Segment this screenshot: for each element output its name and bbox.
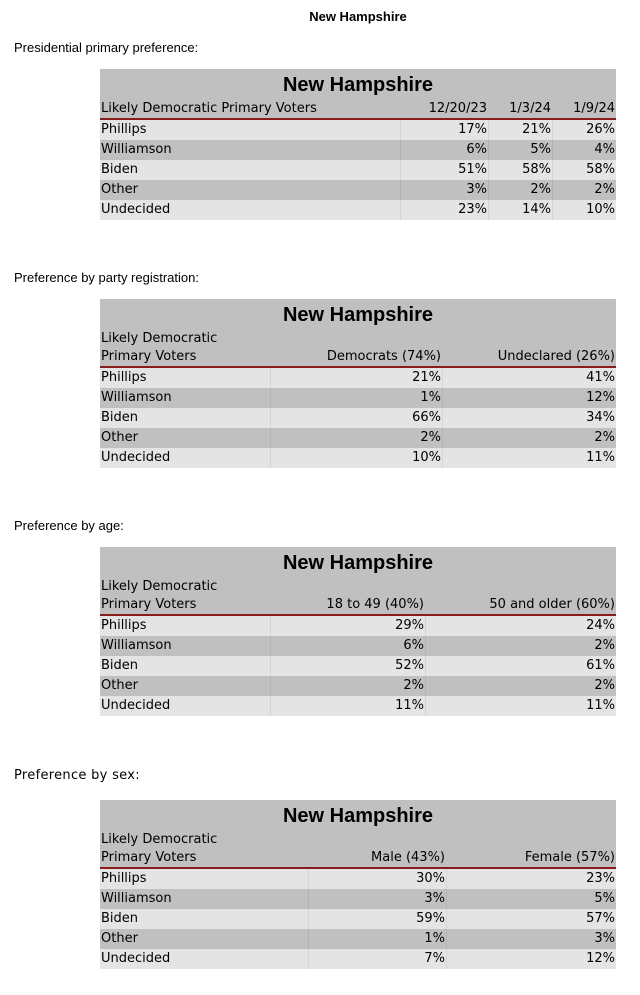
table-header <box>100 330 616 368</box>
cell-value: 34% <box>442 408 616 428</box>
row-header-label: Likely Democratic <box>101 832 218 847</box>
table-row <box>100 696 616 716</box>
cell-value: 6% <box>400 140 488 160</box>
cell-value: 10% <box>552 200 616 220</box>
cell-value: 10% <box>270 448 442 468</box>
row-label: Other <box>101 182 138 197</box>
cell-value: 52% <box>270 656 425 676</box>
cell-value: 61% <box>425 656 616 676</box>
column-header: Undeclared (26%) <box>497 349 615 364</box>
row-label: Williamson <box>101 390 172 405</box>
table-row <box>100 428 616 448</box>
column-header: Male (43%) <box>371 850 445 865</box>
row-label: Phillips <box>101 871 147 886</box>
cell-value: 5% <box>446 889 616 909</box>
row-label: Biden <box>101 911 139 926</box>
cell-value: 1% <box>270 388 442 408</box>
cell-value: 3% <box>446 929 616 949</box>
cell-value: 29% <box>270 616 425 636</box>
row-label: Undecided <box>101 202 171 217</box>
row-label: Williamson <box>101 142 172 157</box>
table-row <box>100 656 616 676</box>
table-row <box>100 388 616 408</box>
table-row <box>100 909 616 929</box>
row-label: Other <box>101 430 138 445</box>
row-label: Biden <box>101 162 139 177</box>
column-header: 12/20/23 <box>428 101 487 116</box>
row-header-label: Primary Voters <box>101 349 197 364</box>
table-age <box>100 547 616 716</box>
cell-value: 58% <box>488 160 552 180</box>
row-header-label: Primary Voters <box>101 850 197 865</box>
table-title: New Hampshire <box>282 552 434 574</box>
column-header: 1/3/24 <box>509 101 551 116</box>
cell-value: 21% <box>270 368 442 388</box>
section-label-party: Preference by party registration: <box>14 270 199 285</box>
cell-value: 7% <box>308 949 446 969</box>
table-header <box>100 578 616 616</box>
table-sex <box>100 800 616 969</box>
row-header-label: Likely Democratic Primary Voters <box>101 101 317 116</box>
cell-value: 12% <box>446 949 616 969</box>
table-row <box>100 676 616 696</box>
cell-value: 2% <box>552 180 616 200</box>
table-row <box>100 869 616 889</box>
table-row <box>100 448 616 468</box>
table-header <box>100 100 616 120</box>
cell-value: 2% <box>425 676 616 696</box>
row-label: Undecided <box>101 450 171 465</box>
table-row <box>100 949 616 969</box>
cell-value: 57% <box>446 909 616 929</box>
cell-value: 17% <box>400 120 488 140</box>
row-label: Biden <box>101 658 139 673</box>
table-row <box>100 120 616 140</box>
column-header: 1/9/24 <box>573 101 615 116</box>
table-primary-preference <box>100 69 616 220</box>
cell-value: 3% <box>400 180 488 200</box>
row-header-label: Likely Democratic <box>101 579 218 594</box>
table-row <box>100 616 616 636</box>
table-party-registration <box>100 299 616 468</box>
cell-value: 5% <box>488 140 552 160</box>
page-title: New Hampshire <box>309 9 407 24</box>
row-label: Phillips <box>101 618 147 633</box>
cell-value: 24% <box>425 616 616 636</box>
row-label: Phillips <box>101 122 147 137</box>
cell-value: 11% <box>270 696 425 716</box>
section-label-sex: Preference by sex: <box>14 768 140 783</box>
cell-value: 3% <box>308 889 446 909</box>
row-label: Phillips <box>101 370 147 385</box>
section-label-primary: Presidential primary preference: <box>14 40 199 55</box>
cell-value: 2% <box>270 676 425 696</box>
table-header <box>100 831 616 869</box>
table-row <box>100 408 616 428</box>
column-header: Female (57%) <box>524 850 615 865</box>
cell-value: 12% <box>442 388 616 408</box>
cell-value: 58% <box>552 160 616 180</box>
table-row <box>100 368 616 388</box>
cell-value: 2% <box>425 636 616 656</box>
cell-value: 66% <box>270 408 442 428</box>
table-title: New Hampshire <box>282 805 434 827</box>
table-row <box>100 160 616 180</box>
cell-value: 51% <box>400 160 488 180</box>
table-row <box>100 180 616 200</box>
cell-value: 26% <box>552 120 616 140</box>
row-label: Other <box>101 678 138 693</box>
cell-value: 6% <box>270 636 425 656</box>
cell-value: 1% <box>308 929 446 949</box>
row-label: Williamson <box>101 891 172 906</box>
row-label: Williamson <box>101 638 172 653</box>
cell-value: 2% <box>442 428 616 448</box>
cell-value: 2% <box>488 180 552 200</box>
row-label: Undecided <box>101 698 171 713</box>
table-row <box>100 636 616 656</box>
table-title: New Hampshire <box>282 74 434 96</box>
table-row <box>100 140 616 160</box>
cell-value: 23% <box>446 869 616 889</box>
row-header-label: Likely Democratic <box>101 331 218 346</box>
column-header: Democrats (74%) <box>326 349 441 364</box>
cell-value: 4% <box>552 140 616 160</box>
table-row <box>100 929 616 949</box>
table-row <box>100 889 616 909</box>
cell-value: 11% <box>442 448 616 468</box>
cell-value: 41% <box>442 368 616 388</box>
cell-value: 23% <box>400 200 488 220</box>
table-title: New Hampshire <box>282 304 434 326</box>
cell-value: 11% <box>425 696 616 716</box>
cell-value: 59% <box>308 909 446 929</box>
cell-value: 2% <box>270 428 442 448</box>
cell-value: 14% <box>488 200 552 220</box>
row-label: Undecided <box>101 951 171 966</box>
row-label: Other <box>101 931 138 946</box>
cell-value: 21% <box>488 120 552 140</box>
section-label-age: Preference by age: <box>14 518 124 533</box>
column-header: 50 and older (60%) <box>489 597 615 612</box>
row-header-label: Primary Voters <box>101 597 197 612</box>
table-row <box>100 200 616 220</box>
column-header: 18 to 49 (40%) <box>326 597 424 612</box>
row-label: Biden <box>101 410 139 425</box>
cell-value: 30% <box>308 869 446 889</box>
